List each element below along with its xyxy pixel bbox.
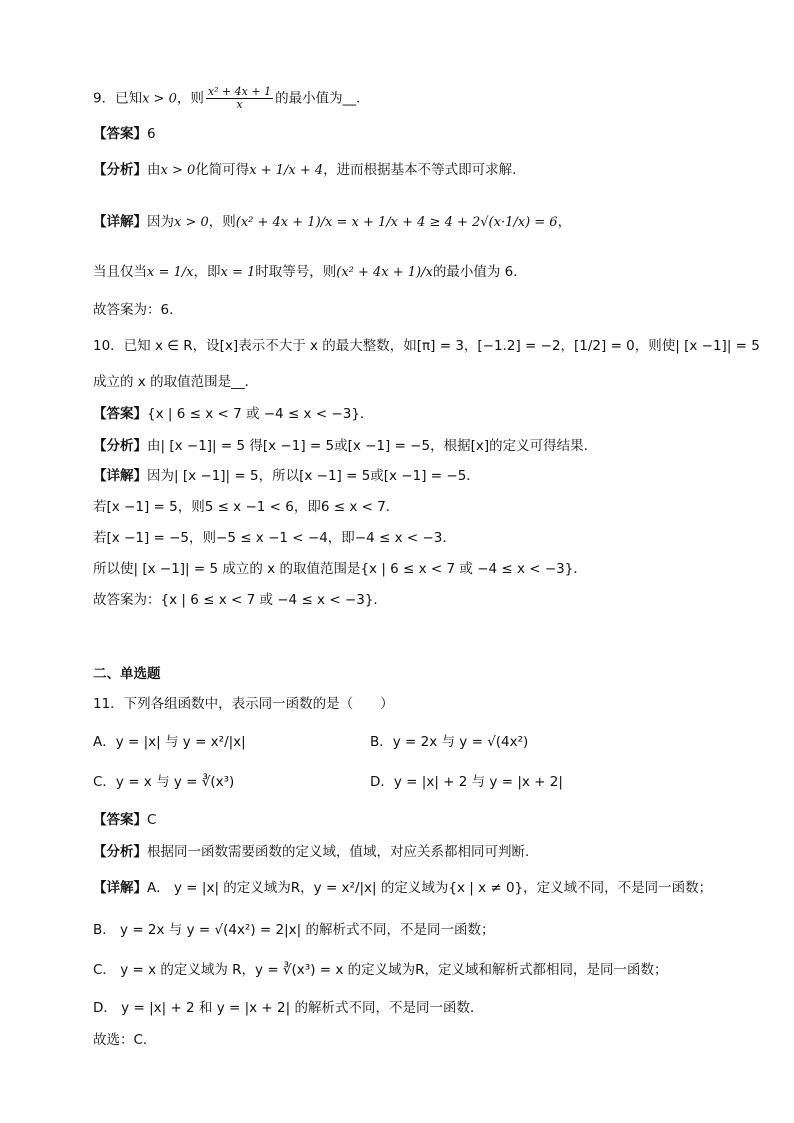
q11-option-c: C．y = x 与 y = ∛(x³) [93,774,235,790]
q9-equality: 当且仅当x = 1/x，即x = 1时取等号，则(x² + 4x + 1)/x的最小值为 6． [93,264,527,280]
q10-analysis: 【分析】由| [x −1]| = 5 得[x −1] = 5或[x −1] = −5，根据[x]的定义可得结果. [93,438,588,454]
q11-option-b: B．y = 2x 与 y = √(4x²) [370,734,529,750]
q11-answer: 【答案】C [93,812,157,828]
section-title: 二、单选题 [93,666,161,682]
q9-answer: 【答案】6 [93,126,156,142]
q10-stem-line1: 10．已知 x ∈ R，设[x]表示不大于 x 的最大整数，如[π] = 3，[−1.2] = −2，[1/2] = 0，则使| [x −1]| = 5 [93,338,760,354]
q11-stem: 11．下列各组函数中，表示同一函数的是（ ） [93,696,394,712]
q10-detail: 【详解】因为| [x −1]| = 5，所以[x −1] = 5或[x −1] = −5． [93,468,480,484]
q11-detail-c: C． y = x 的定义域为 R，y = ∛(x³) = x 的定义域为R，定义域和解析式都相同，是同一函数； [93,962,668,978]
q11-analysis: 【分析】根据同一函数需要函数的定义域，值域，对应关系都相同可判断. [93,844,530,860]
q10-conclusion: 所以使| [x −1]| = 5 成立的 x 的取值范围是{x | 6 ≤ x < 7 或 −4 ≤ x < −3}． [93,561,587,577]
q10-case1: 若[x −1] = 5，则5 ≤ x −1 < 6，即6 ≤ x < 7． [93,499,400,515]
q11-detail-b: B． y = 2x 与 y = √(4x²) = 2|x| 的解析式不同，不是同一函数； [93,922,495,938]
q11-detail-a: 【详解】A． y = |x| 的定义域为R，y = x²/|x| 的定义域为{x | x ≠ 0}，定义域不同，不是同一函数； [93,880,713,896]
q10-answer: 【答案】{x | 6 ≤ x < 7 或 −4 ≤ x < −3}． [93,406,374,422]
q11-final: 故选：C． [93,1032,157,1048]
q10-stem-line2: 成立的 x 的取值范围是__． [93,374,259,390]
q9-detail: 【详解】因为x > 0，则(x² + 4x + 1)/x = x + 1/x + 4 ≥ 4 + 2√(x·1/x) = 6， [93,214,572,230]
q9-analysis: 【分析】由x > 0化简可得x + 1/x + 4，进而根据基本不等式即可求解. [93,162,517,178]
q10-case2: 若[x −1] = −5，则−5 ≤ x −1 < −4，即−4 ≤ x < −3． [93,530,456,546]
q9-final: 故答案为：6. [93,302,174,318]
q10-final: 故答案为：{x | 6 ≤ x < 7 或 −4 ≤ x < −3}． [93,592,387,608]
q11-option-a: A．y = |x| 与 y = x²/|x| [93,734,246,750]
q11-detail-d: D． y = |x| + 2 和 y = |x + 2| 的解析式不同，不是同一函数． [93,1000,484,1016]
q9-stem: 9．已知x > 0，则 $\frac{\text{x² + 4x + 1}}{x}$ 的最小值为__． [93,85,370,111]
q11-option-d: D．y = |x| + 2 与 y = |x + 2| [370,774,563,790]
